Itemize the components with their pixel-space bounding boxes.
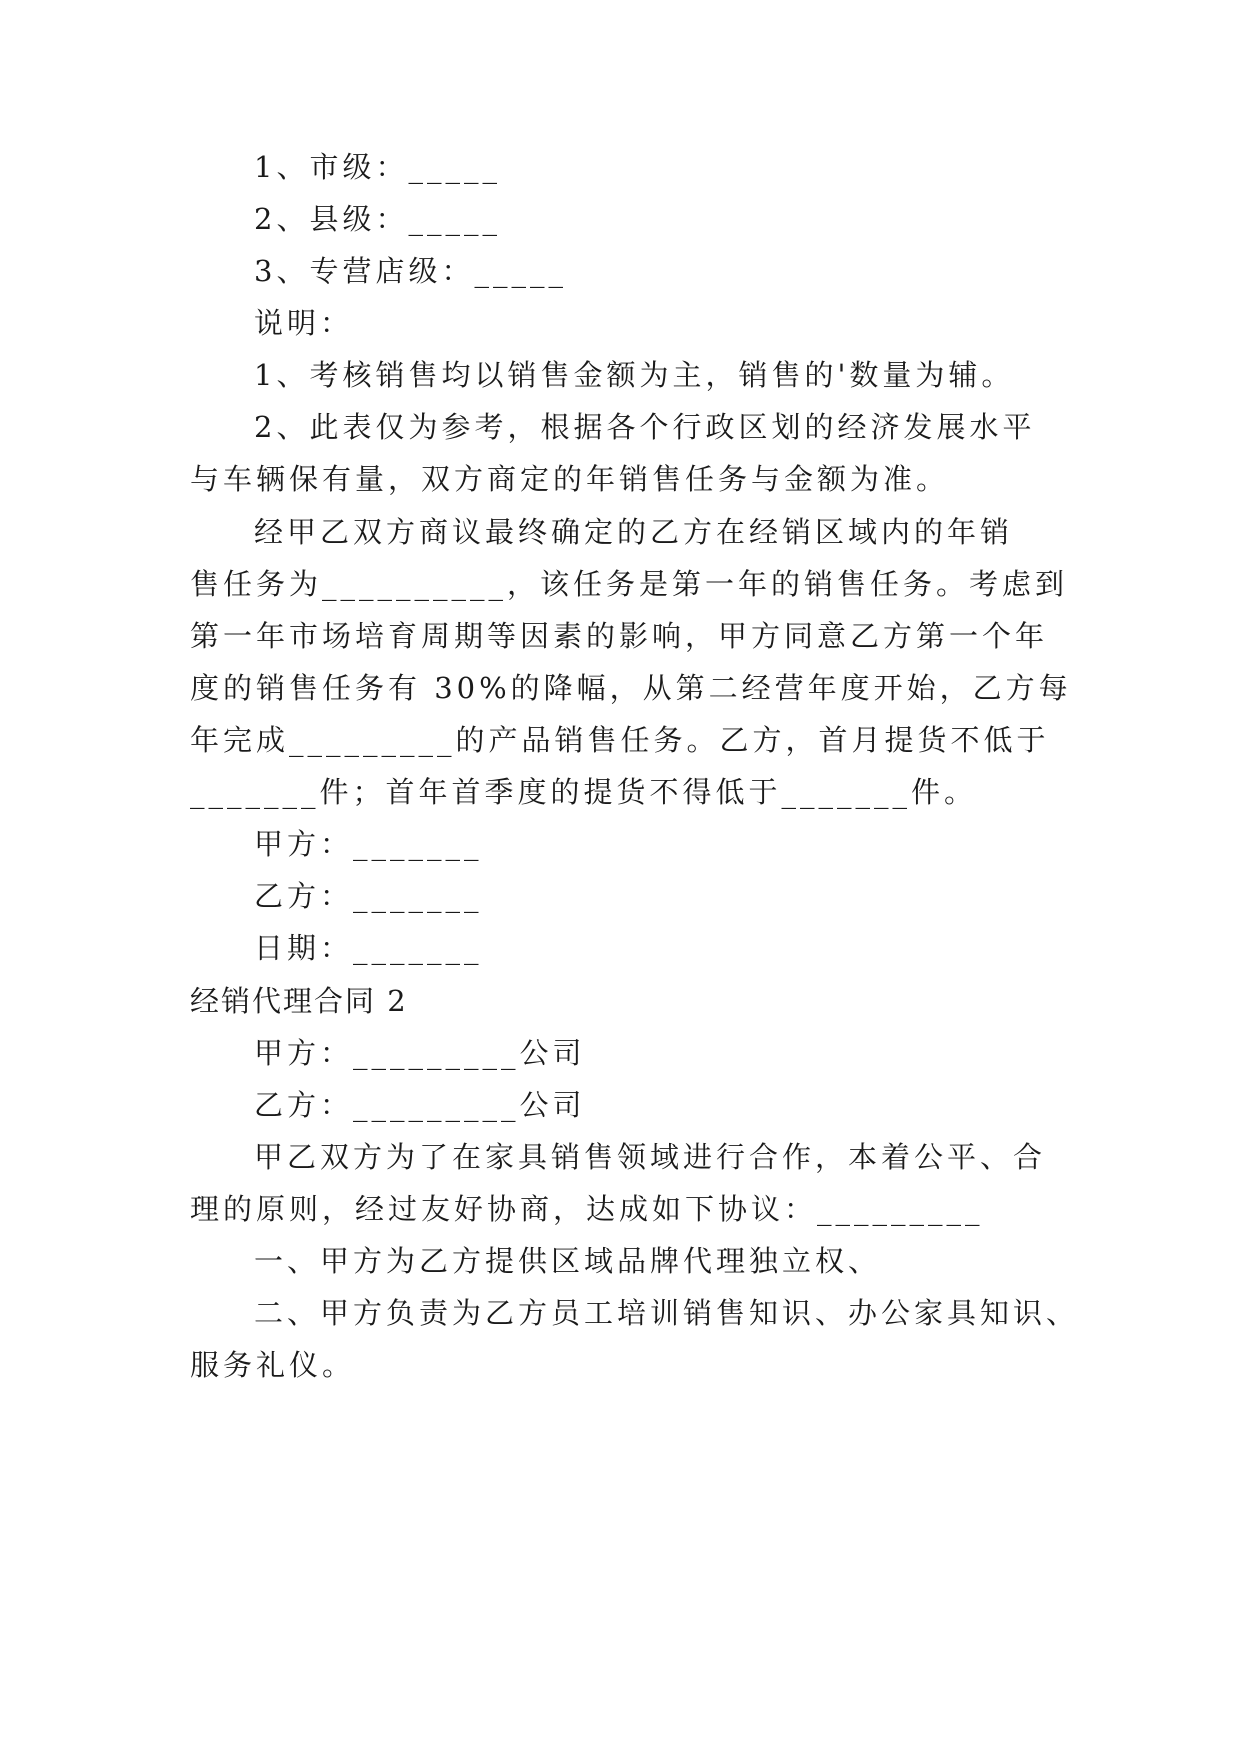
party-a-signature: 甲方：_______ — [254, 827, 483, 861]
clause-2-line-1: 二、甲方负责为乙方员工培训销售知识、办公家具知识、 — [254, 1296, 1080, 1330]
task-paragraph-line-5: 年完成_________的产品销售任务。乙方，首月提货不低于 — [190, 723, 1050, 757]
task-paragraph-line-4: 度的销售任务有 30%的降幅，从第二经营年度开始，乙方每 — [190, 671, 1072, 705]
note-2-line-2: 与车辆保有量，双方商定的年销售任务与金额为准。 — [190, 462, 950, 496]
contract-2-party-a: 甲方：_________公司 — [254, 1036, 586, 1070]
party-b-signature: 乙方：_______ — [254, 879, 483, 913]
agreement-intro-line-1: 甲乙双方为了在家具销售领域进行合作，本着公平、合 — [254, 1140, 1047, 1174]
notes-heading: 说明： — [254, 306, 354, 340]
task-paragraph-line-3: 第一年市场培育周期等因素的影响，甲方同意乙方第一个年 — [190, 619, 1049, 653]
quota-county-line: 2、县级：_____ — [254, 202, 501, 236]
contract-2-title: 经销代理合同 2 — [190, 984, 408, 1018]
note-1: 1、考核销售均以销售金额为主，销售的'数量为辅。 — [254, 358, 1015, 392]
task-paragraph-line-2: 售任务为__________，该任务是第一年的销售任务。考虑到 — [190, 567, 1069, 601]
contract-2-party-b: 乙方：_________公司 — [254, 1088, 586, 1122]
clause-1: 一、甲方为乙方提供区域品牌代理独立权、 — [254, 1244, 882, 1278]
agreement-intro-line-2: 理的原则，经过友好协商，达成如下协议：_________ — [190, 1192, 984, 1226]
quota-city-line: 1、市级：_____ — [254, 150, 501, 184]
quota-store-line: 3、专营店级：_____ — [254, 254, 567, 288]
clause-2-line-2: 服务礼仪。 — [190, 1348, 356, 1382]
task-paragraph-line-1: 经甲乙双方商议最终确定的乙方在经销区域内的年销 — [254, 515, 1014, 549]
task-paragraph-line-6: _______件；首年首季度的提货不得低于_______件。 — [190, 775, 978, 809]
note-2-line-1: 2、此表仅为参考，根据各个行政区划的经济发展水平 — [254, 410, 1036, 444]
date-line: 日期：_______ — [254, 931, 483, 965]
